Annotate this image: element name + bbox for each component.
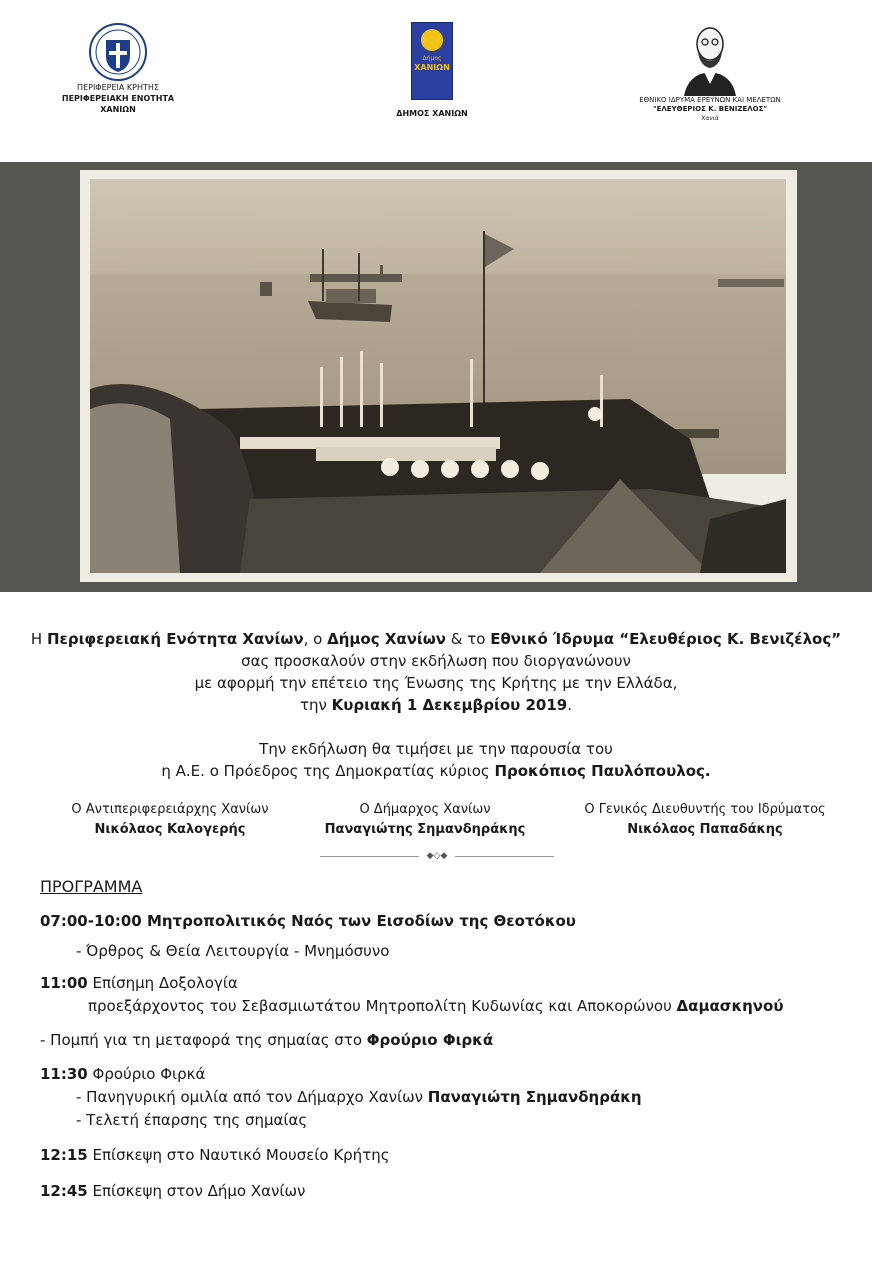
program-item-1: 07:00-10:00 Μητροπολιτικός Ναός των Εισοδίων της Θεοτόκου bbox=[40, 912, 576, 930]
event-date: Κυριακή 1 Δεκεμβρίου 2019 bbox=[331, 696, 568, 714]
municipality-badge bbox=[411, 22, 453, 100]
signature-name: Παναγιώτης Σημανδηράκης bbox=[324, 822, 526, 837]
intro-line1 bbox=[0, 628, 872, 650]
intro-l1-d: Δήμος Χανίων bbox=[327, 630, 447, 648]
program-sub-bold: Δαμασκηνού bbox=[676, 997, 784, 1015]
honor-text bbox=[0, 738, 872, 782]
program-text: Φρούριο Φιρκά bbox=[87, 1065, 206, 1083]
municipality-chania-logo bbox=[372, 22, 492, 119]
header bbox=[0, 0, 872, 162]
program-sub-text: προεξάρχοντος του Σεβασμιωτάτου Μητροπολίτη Κυδωνίας και Αποκορώνου bbox=[88, 997, 677, 1015]
logo-left-line1: ΠΕΡΙΦΕΡΕΙΑ ΚΡΗΤΗΣ bbox=[77, 83, 159, 92]
program-text: Επίσκεψη στο Ναυτικό Μουσείο Κρήτης bbox=[87, 1146, 390, 1164]
logo-right-line2: "ΕΛΕΥΘΕΡΙΟΣ Κ. ΒΕΝΙΖΕΛΟΣ" bbox=[652, 105, 768, 113]
signature-right bbox=[562, 800, 848, 840]
logo-right-line1: ΕΘΝΙΚΟ ΙΔΡΥΜΑ ΕΡΕΥΝΩΝ ΚΑΙ ΜΕΛΕΤΩΝ bbox=[639, 96, 781, 104]
program-item-4 bbox=[40, 1063, 205, 1085]
greek-emblem-icon bbox=[88, 22, 148, 82]
program-time: 11:30 bbox=[40, 1065, 88, 1083]
intro-l1-f: Εθνικό Ίδρυμα “Ελευθέριος Κ. Βενιζέλος” bbox=[490, 630, 842, 648]
signature-left bbox=[40, 800, 300, 840]
badge-main-text: ΧΑΝΙΩΝ bbox=[414, 63, 450, 72]
intro-l1-c: , ο bbox=[303, 630, 328, 648]
signature-name: Νικόλαος Καλογερής bbox=[94, 822, 246, 837]
dog-emblem-icon bbox=[421, 29, 443, 51]
president-name: Προκόπιος Παυλόπουλος. bbox=[494, 762, 711, 780]
program-item-5 bbox=[40, 1144, 390, 1166]
venizelos-portrait-icon bbox=[678, 22, 742, 96]
signature-center bbox=[305, 800, 545, 840]
program-time: 11:00 bbox=[40, 974, 88, 992]
program-time: 12:45 bbox=[40, 1182, 88, 1200]
program-title: ΠΡΟΓΡΑΜΜΑ bbox=[40, 877, 143, 896]
program-text: Επίσκεψη στον Δήμο Χανίων bbox=[87, 1182, 306, 1200]
divider-ornament-icon: ◆◇◆ bbox=[419, 850, 455, 862]
program-time: 12:15 bbox=[40, 1146, 88, 1164]
venizelos-foundation-logo bbox=[630, 22, 790, 123]
historic-harbor-photo bbox=[90, 179, 786, 573]
region-crete-logo bbox=[48, 22, 188, 115]
logo-left-line2: ΠΕΡΙΦΕΡΕΙΑΚΗ ΕΝΟΤΗΤΑ bbox=[61, 94, 175, 103]
logo-right-line3: Χανιά bbox=[701, 115, 719, 122]
signature-title: Ο Αντιπεριφερειάρχης Χανίων bbox=[71, 802, 269, 817]
honor-line2 bbox=[0, 760, 872, 782]
program-text: - Πομπή για τη μεταφορά της σημαίας στο bbox=[40, 1031, 367, 1049]
logo-left-line3: ΧΑΝΙΩΝ bbox=[100, 105, 136, 114]
badge-top-text: Δήμος bbox=[422, 55, 442, 62]
signature-name: Νικόλαος Παπαδάκης bbox=[627, 822, 783, 837]
program-item-1-sub: - Όρθρος & Θεία Λειτουργία - Μνημόσυνο bbox=[76, 942, 390, 960]
intro-line3: με αφορμή την επέτειο της Ένωσης της Κρήτης με την Ελλάδα, bbox=[194, 674, 678, 692]
program-text: Επίσημη Δοξολογία bbox=[87, 974, 238, 992]
harbor-ceremony-photo bbox=[90, 179, 786, 573]
program-item-2-sub bbox=[88, 995, 783, 1017]
honor-line1: Την εκδήλωση θα τιμήσει με την παρουσία του bbox=[259, 740, 613, 758]
signature-title: Ο Γενικός Διευθυντής του Ιδρύματος bbox=[584, 802, 826, 817]
program-item-4-sub2: - Τελετή έπαρσης της σημαίας bbox=[76, 1111, 308, 1129]
honor-l2-a: η Α.Ε. ο Πρόεδρος της Δημοκρατίας κύριος bbox=[161, 762, 495, 780]
logo-center-caption: ΔΗΜΟΣ ΧΑΝΙΩΝ bbox=[396, 109, 468, 118]
program-bold: Φρούριο Φιρκά bbox=[366, 1031, 494, 1049]
intro-line4 bbox=[0, 694, 872, 716]
program-sub-bold: Παναγιώτη Σημανδηράκη bbox=[427, 1088, 642, 1106]
signature-title: Ο Δήμαρχος Χανίων bbox=[359, 802, 491, 817]
program-item-3 bbox=[40, 1029, 493, 1051]
intro-l4-c: . bbox=[567, 696, 573, 714]
intro-l4-a: την bbox=[299, 696, 332, 714]
program-item-6 bbox=[40, 1180, 305, 1202]
intro-l1-a: Η bbox=[30, 630, 47, 648]
program-item-2 bbox=[40, 972, 238, 994]
intro-l1-b: Περιφερειακή Ενότητα Χανίων bbox=[46, 630, 304, 648]
invitation-text bbox=[0, 628, 872, 716]
program-item-4-sub1 bbox=[76, 1086, 642, 1108]
intro-l1-e: & το bbox=[446, 630, 491, 648]
intro-line2: σας προσκαλούν στην εκδήλωση που διοργανώνουν bbox=[241, 652, 631, 670]
program-sub-text: - Πανηγυρική ομιλία από τον Δήμαρχο Χανίων bbox=[76, 1088, 428, 1106]
